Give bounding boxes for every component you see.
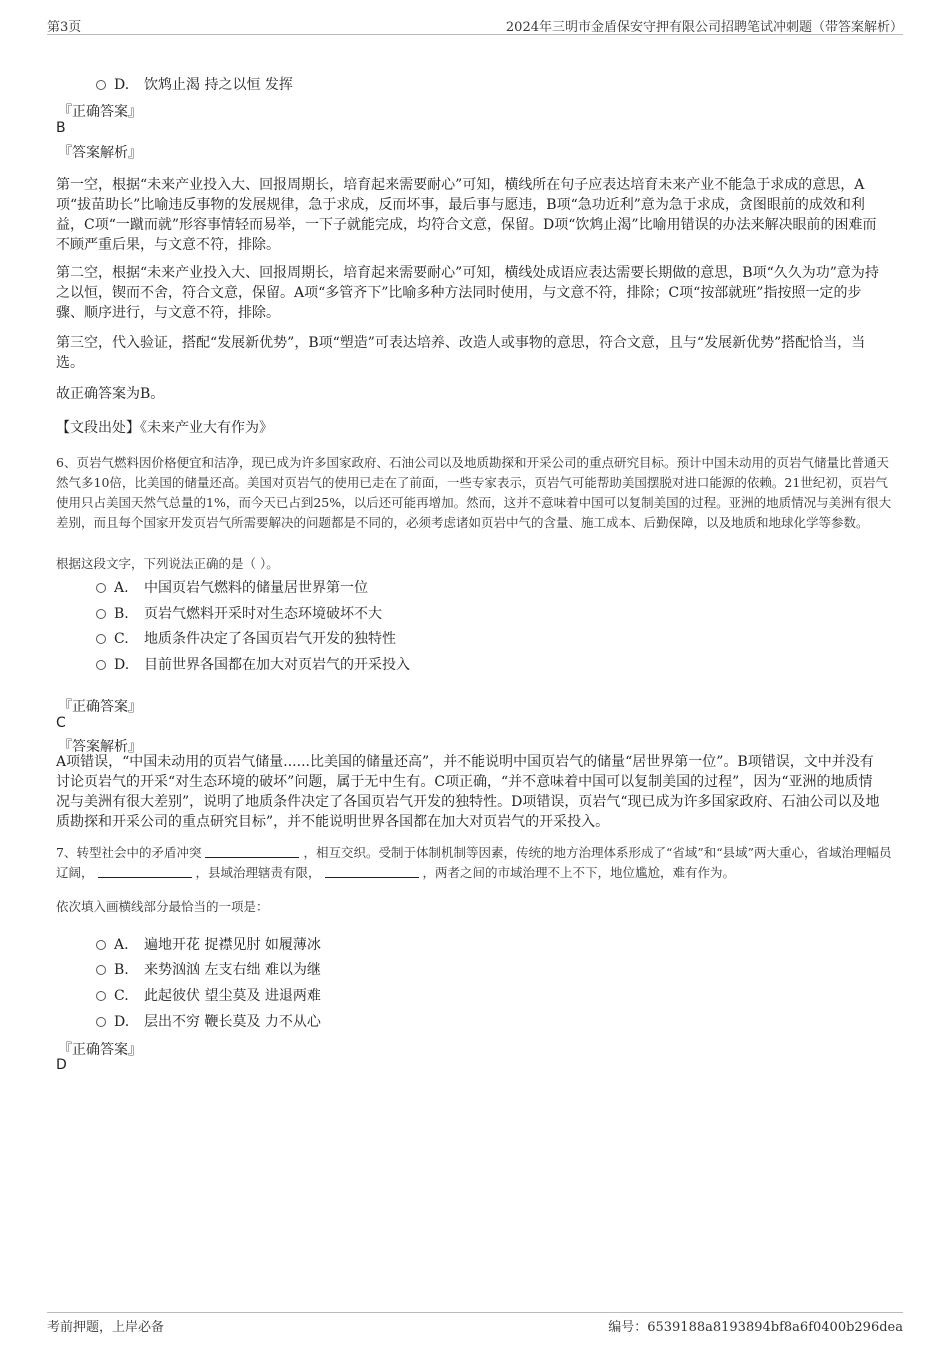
fill-blank-2 [98,865,192,878]
q6-answer: C [56,715,66,731]
q5-analysis-label: 『答案解析』 [58,145,142,161]
fill-blank-1 [205,845,299,858]
page-number: 第3页 [47,20,82,35]
q7-option-b[interactable]: B. 来势汹汹 左支右绌 难以为继 [96,959,321,979]
radio-icon[interactable] [96,965,106,975]
q5-analysis-conclusion: 故正确答案为B。 [56,386,165,402]
q7-answer-label: 『正确答案』 [58,1042,142,1058]
q6-option-b[interactable]: B. 页岩气燃料开采时对生态环境破坏不大 [96,603,382,623]
radio-icon[interactable] [96,1017,106,1027]
q5-analysis-para-2: 第二空，根据“未来产业投入大、回报周期长，培育起来需要耐心”可知，横线处成语应表达需要长期做的意思，B项“久久为功”意为持之以恒，锲而不舍，符合文意，保留。A项“多管齐下”比喻多种方法同时使用，与文意不符，排除；C项“按部就班”指按照一定的步骤、顺序进行，与文意不符，排除。 [56,265,879,321]
radio-icon[interactable] [96,583,106,593]
q5-answer-label: 『正确答案』 [58,104,142,120]
radio-icon[interactable] [96,609,106,619]
q6-question: 根据这段文字，下列说法正确的是（ ）。 [56,556,279,571]
q7-stem: 7、转型社会中的矛盾冲突 ，相互交织。受制于体制机制等因素，传统的地方治理体系形成了“省域”和“县域”两大重心，省域治理幅员辽阔， ，县域治理辖责有限， ，两者之间的市域治理不上不下，地位尴尬，难有作为。 [56,845,892,880]
q7-option-a[interactable]: A. 遍地开花 捉襟见肘 如履薄冰 [96,934,321,954]
q7-option-c[interactable]: C. 此起彼伏 望尘莫及 进退两难 [96,985,321,1005]
q5-option-d[interactable]: D. 饮鸩止渴 持之以恒 发挥 [96,74,293,94]
q6-option-c[interactable]: C. 地质条件决定了各国页岩气开发的独特性 [96,628,396,648]
q6-stem: 6、页岩气燃料因价格便宜和洁净，现已成为许多国家政府、石油公司以及地质勘探和开采公司的重点研究目标。预计中国未动用的页岩气储量比普通天然气多10倍，比美国的储量还高。美国对页岩气的使用已走在了前面，一些专家表示，页岩气可能帮助美国摆脱对进口能源的依赖。21世纪初，页岩气使用只占美国天然气总量的1%，而今天已占到25%，以后还可能再增加。然而，这并不意味着中国可以复制美国的过程。亚洲的地质情况与美洲有很大差别，而且每个国家开发页岩气所需要解决的问题都是不同的，必须考虑诸如页岩中气的含量、施工成本、后勤保障，以及地质和地球化学等参数。 [56,455,892,530]
radio-icon[interactable] [96,80,106,90]
radio-icon[interactable] [96,634,106,644]
q6-analysis: A项错误，“中国未动用的页岩气储量......比美国的储量还高”，并不能说明中国页岩气的储量“居世界第一位”。B项错误，文中并没有讨论页岩气的开采“对生态环境的破坏”问题，属于无中生有。C项正确，“并不意味着中国可以复制美国的过程”，因为“亚洲的地质情况与美洲有很大差别”，说明了地质条件决定了各国页岩气开发的独特性。D项错误，页岩气“现已成为许多国家政府、石油公司以及地质勘探和开采公司的重点研究目标”，并不能说明世界各国都在加大对页岩气的开采投入。 [56,754,880,830]
footer-slogan: 考前押题，上岸必备 [47,1320,165,1335]
q7-answer: D [56,1057,67,1073]
document-title: 2024年三明市金盾保安守押有限公司招聘笔试冲刺题（带答案解析） [505,20,903,35]
q6-option-d[interactable]: D. 目前世界各国都在加大对页岩气的开采投入 [96,654,410,674]
radio-icon[interactable] [96,660,106,670]
radio-icon[interactable] [96,991,106,1001]
page-header [47,14,903,35]
document-id: 编号：6539188a8193894bf8a6f0400b296dea [608,1320,903,1335]
q5-analysis-para-1: 第一空，根据“未来产业投入大、回报周期长，培育起来需要耐心”可知，横线所在句子应表达培育未来产业不能急于求成的意思，A项“拔苗助长”比喻违反事物的发展规律，急于求成，反而坏事，最后事与愿违，B项“急功近利”意为急于求成，贪图眼前的成效和利益，C项“一蹴而就”形容事情轻而易举，一下子就能完成，均符合文意，保留。D项“饮鸩止渴”比喻用错误的办法来解决眼前的困难而不顾严重后果，与文意不符，排除。 [56,177,877,253]
page-footer [47,1312,903,1335]
q6-option-a[interactable]: A. 中国页岩气燃料的储量居世界第一位 [96,577,368,597]
q6-answer-label: 『正确答案』 [58,699,142,715]
radio-icon[interactable] [96,940,106,950]
q5-source: 【文段出处】《未来产业大有作为》 [56,420,273,436]
q5-answer: B [56,120,66,136]
q5-analysis-para-3: 第三空，代入验证，搭配“发展新优势”，B项“塑造”可表达培养、改造人或事物的意思，符合文意，且与“发展新优势”搭配恰当，当选。 [56,335,866,371]
q7-option-d[interactable]: D. 层出不穷 鞭长莫及 力不从心 [96,1011,321,1031]
q6-analysis-label: 『答案解析』 [58,739,142,755]
q7-question: 依次填入画横线部分最恰当的一项是： [56,899,269,914]
fill-blank-3 [325,865,419,878]
